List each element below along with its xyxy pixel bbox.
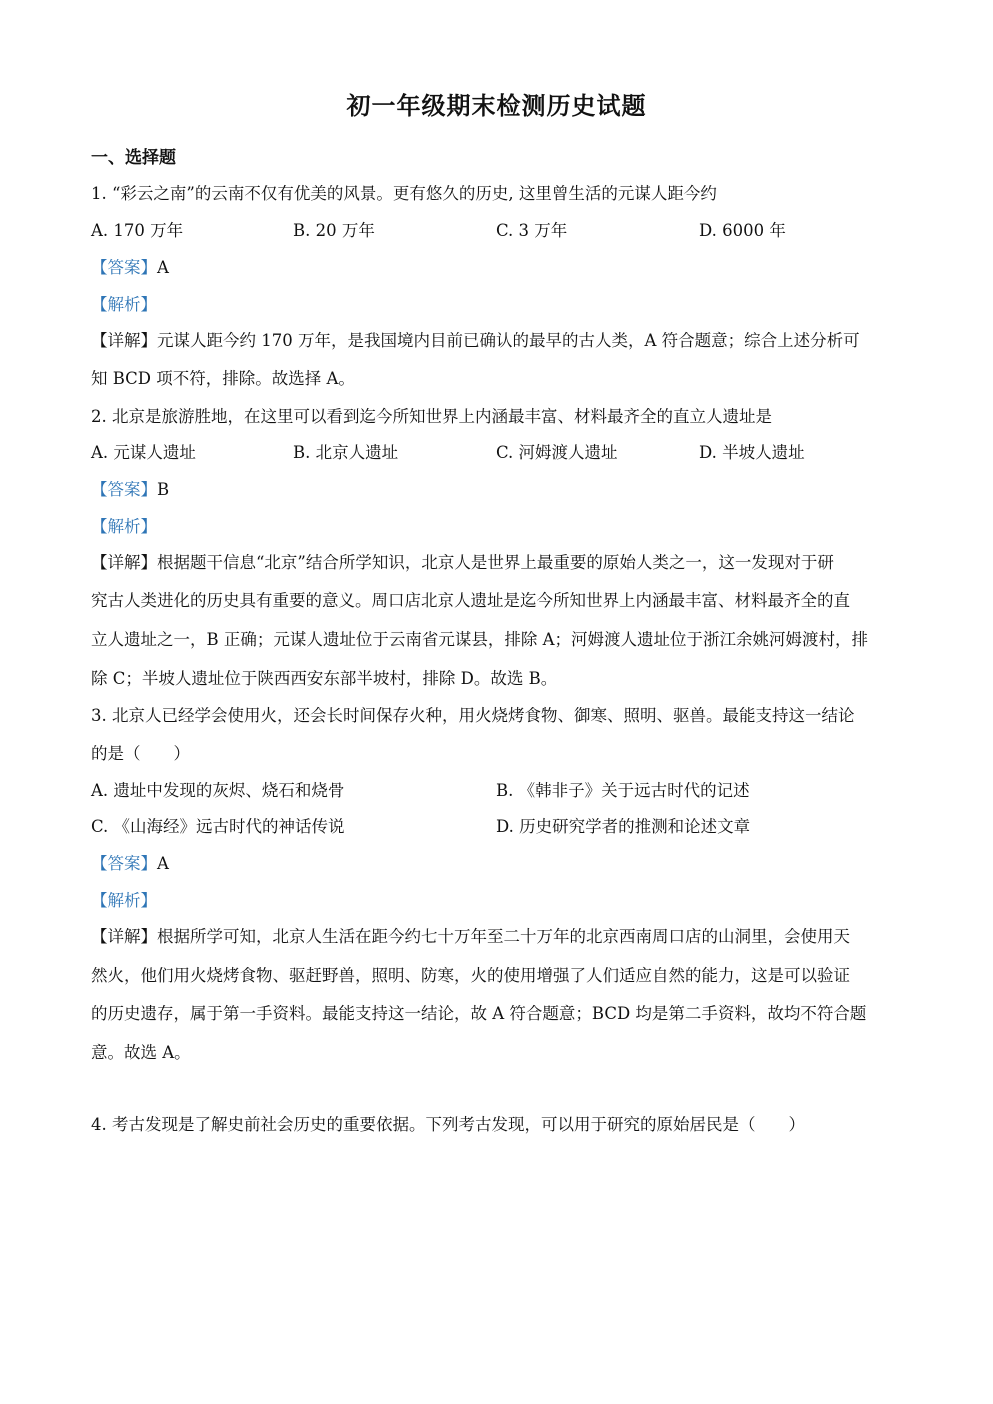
- q2-detail-line: 究古人类进化的历史具有重要的意义。周口店北京人遗址是迄今所知世界上内涵最丰富、材料最齐全的直: [91, 591, 850, 610]
- q1-analysis-tag: 【解析】: [91, 295, 157, 314]
- answer-tag: 【答案】: [91, 480, 157, 499]
- q3-stem: 的是（ ）: [91, 744, 190, 763]
- q2-option-a: A. 元谋人遗址: [91, 443, 196, 462]
- q3-option-a: A. 遗址中发现的灰烬、烧石和烧骨: [91, 781, 345, 800]
- detail-tag: 【详解】: [91, 553, 157, 572]
- q2-detail-line: 除 C；半坡人遗址位于陕西西安东部半坡村，排除 D。故选 B。: [91, 669, 558, 688]
- answer-value: B: [157, 480, 170, 499]
- answer-tag: 【答案】: [91, 258, 157, 277]
- q1-detail-line: [91, 330, 860, 352]
- answer-value: A: [157, 854, 169, 873]
- q1-answer: [91, 257, 169, 279]
- q3-detail-line: 意。故选 A。: [91, 1043, 191, 1062]
- detail-text: 根据题干信息“北京”结合所学知识，北京人是世界上最重要的原始人类之一，这一发现对于研: [157, 553, 834, 572]
- q1-option-d: D. 6000 年: [699, 221, 786, 240]
- q3-analysis-tag: 【解析】: [91, 891, 157, 910]
- q2-stem: 2. 北京是旅游胜地，在这里可以看到迄今所知世界上内涵最丰富、材料最齐全的直立人遗址是: [91, 407, 772, 426]
- q3-detail-line: 然火，他们用火烧烤食物、驱赶野兽，照明、防寒，火的使用增强了人们适应自然的能力，这是可以验证: [91, 966, 850, 985]
- q2-detail-line: [91, 552, 834, 574]
- q2-analysis-tag: 【解析】: [91, 517, 157, 536]
- q2-detail-line: 立人遗址之一，B 正确；元谋人遗址位于云南省元谋县，排除 A；河姆渡人遗址位于浙江余姚河姆渡村，排: [91, 630, 869, 649]
- detail-tag: 【详解】: [91, 927, 157, 946]
- answer-value: A: [157, 258, 169, 277]
- q2-option-d: D. 半坡人遗址: [699, 443, 805, 462]
- q1-detail-line: 知 BCD 项不符，排除。故选择 A。: [91, 369, 355, 388]
- detail-tag: 【详解】: [91, 331, 157, 350]
- q3-detail-line: [91, 926, 850, 948]
- section-heading: 一、选择题: [91, 148, 176, 168]
- q1-option-a: A. 170 万年: [91, 221, 184, 240]
- answer-tag: 【答案】: [91, 854, 157, 873]
- q3-option-b: B. 《韩非子》关于远古时代的记述: [496, 781, 750, 800]
- q3-stem: 3. 北京人已经学会使用火，还会长时间保存火种，用火烧烤食物、御寒、照明、驱兽。最能支持这一结论: [91, 706, 855, 725]
- detail-text: 元谋人距今约 170 万年，是我国境内目前已确认的最早的古人类，A 符合题意；综合上述分析可: [157, 331, 860, 350]
- q2-answer: [91, 479, 169, 501]
- q1-option-b: B. 20 万年: [293, 221, 375, 240]
- q1-stem: 1. “彩云之南”的云南不仅有优美的风景。更有悠久的历史, 这里曾生活的元谋人距今约: [91, 184, 717, 203]
- detail-text: 根据所学可知，北京人生活在距今约七十万年至二十万年的北京西南周口店的山洞里，会使用天: [157, 927, 850, 946]
- q3-option-d: D. 历史研究学者的推测和论述文章: [496, 817, 751, 836]
- q3-detail-line: 的历史遗存，属于第一手资料。最能支持这一结论，故 A 符合题意；BCD 均是第二手资料，故均不符合题: [91, 1004, 867, 1023]
- page-title: 初一年级期末检测历史试题: [346, 91, 647, 120]
- q3-answer: [91, 853, 169, 875]
- q2-option-c: C. 河姆渡人遗址: [496, 443, 618, 462]
- q1-option-c: C. 3 万年: [496, 221, 568, 240]
- q4-stem: 4. 考古发现是了解史前社会历史的重要依据。下列考古发现，可以用于研究的原始居民是（ ）: [91, 1115, 805, 1134]
- q3-option-c: C. 《山海经》远古时代的神话传说: [91, 817, 345, 836]
- q2-option-b: B. 北京人遗址: [293, 443, 399, 462]
